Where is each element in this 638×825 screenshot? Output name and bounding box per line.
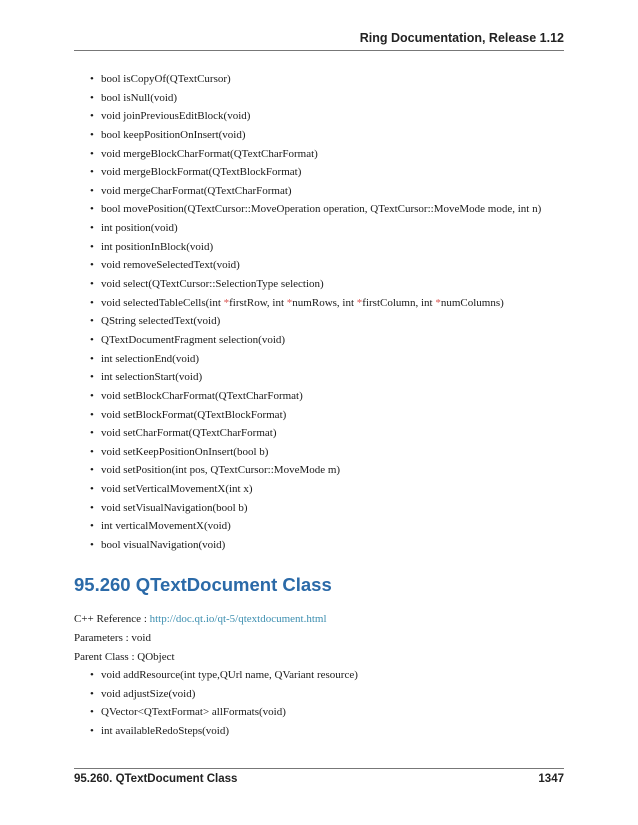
list-item <box>90 706 560 719</box>
method-signature: void setPosition(int pos, QTextCursor::MoveMode m) <box>101 464 341 477</box>
method-signature: void mergeBlockCharFormat(QTextCharFormat) <box>101 147 318 160</box>
list-item <box>90 110 560 123</box>
bullet-icon: • <box>90 147 94 160</box>
method-signature: int verticalMovementX(void) <box>101 520 231 533</box>
method-signature: int availableRedoSteps(void) <box>101 724 229 737</box>
list-item <box>90 222 560 235</box>
cpp-reference-label: C++ Reference : <box>74 613 150 625</box>
list-item <box>90 278 560 291</box>
bullet-icon: • <box>90 203 94 216</box>
list-item <box>90 688 560 701</box>
bullet-icon: • <box>90 166 94 179</box>
method-list-qtextcursor <box>90 73 560 558</box>
method-signature: int selectionEnd(void) <box>101 352 200 365</box>
bullet-icon: • <box>90 539 94 552</box>
bullet-icon: • <box>90 501 94 514</box>
list-item <box>90 148 560 161</box>
footer-section: 95.260. QTextDocument Class <box>74 773 238 785</box>
method-signature: void setVisualNavigation(bool b) <box>101 501 248 514</box>
list-item <box>90 259 560 272</box>
list-item <box>90 390 560 403</box>
list-item <box>90 129 560 142</box>
section-title: 95.260 QTextDocument Class <box>74 574 332 595</box>
list-item <box>90 166 560 179</box>
list-item <box>90 185 560 198</box>
list-item <box>90 464 560 477</box>
bullet-icon: • <box>90 184 94 197</box>
cpp-reference-link[interactable]: http://doc.qt.io/qt-5/qtextdocument.html <box>149 613 327 625</box>
running-header: Ring Documentation, Release 1.12 <box>359 31 564 45</box>
method-signature: void selectedTableCells(int *firstRow, int *numRows, int *firstColumn, int *numColumns) <box>101 296 504 309</box>
method-signature: bool isNull(void) <box>101 91 178 104</box>
method-signature: void mergeCharFormat(QTextCharFormat) <box>101 184 292 197</box>
list-item <box>90 241 560 254</box>
method-signature: bool visualNavigation(void) <box>101 539 226 552</box>
method-signature: void addResource(int type,QUrl name, QVariant resource) <box>101 669 358 681</box>
bullet-icon: • <box>90 445 94 458</box>
list-item <box>90 92 560 105</box>
method-signature: void setBlockCharFormat(QTextCharFormat) <box>101 389 303 402</box>
bullet-icon: • <box>90 296 94 309</box>
bullet-icon: • <box>90 73 94 85</box>
list-item <box>90 427 560 440</box>
bullet-icon: • <box>90 371 94 384</box>
list-item <box>90 353 560 366</box>
method-signature: int selectionStart(void) <box>101 371 203 384</box>
method-signature: bool isCopyOf(QTextCursor) <box>101 73 231 85</box>
bullet-icon: • <box>90 110 94 123</box>
method-signature: int position(void) <box>101 222 178 235</box>
cpp-reference <box>74 613 327 626</box>
bullet-icon: • <box>90 240 94 253</box>
bullet-icon: • <box>90 483 94 496</box>
method-signature: QVector<QTextFormat> allFormats(void) <box>101 706 286 719</box>
parameters-text: Parameters : void <box>74 632 151 644</box>
list-item <box>90 297 560 310</box>
bullet-icon: • <box>90 427 94 440</box>
bullet-icon: • <box>90 91 94 104</box>
bullet-icon: • <box>90 724 94 737</box>
list-item <box>90 446 560 459</box>
list-item <box>90 315 560 328</box>
bullet-icon: • <box>90 520 94 533</box>
list-item <box>90 203 560 216</box>
footer-rule <box>74 768 564 769</box>
method-signature: QString selectedText(void) <box>101 315 221 328</box>
list-item <box>90 669 560 682</box>
bullet-icon: • <box>90 408 94 421</box>
list-item <box>90 73 560 86</box>
method-signature: void adjustSize(void) <box>101 687 196 700</box>
bullet-icon: • <box>90 464 94 477</box>
method-list-qtextdocument <box>90 669 560 744</box>
list-item <box>90 502 560 515</box>
bullet-icon: • <box>90 352 94 365</box>
parent-class-text: Parent Class : QObject <box>74 651 175 663</box>
header-rule <box>74 50 564 51</box>
list-item <box>90 539 560 552</box>
list-item <box>90 371 560 384</box>
method-signature: void removeSelectedText(void) <box>101 259 240 272</box>
method-signature: int positionInBlock(void) <box>101 240 214 253</box>
bullet-icon: • <box>90 315 94 328</box>
bullet-icon: • <box>90 669 94 681</box>
bullet-icon: • <box>90 333 94 346</box>
list-item <box>90 483 560 496</box>
method-signature: void joinPreviousEditBlock(void) <box>101 110 251 123</box>
list-item <box>90 725 560 738</box>
bullet-icon: • <box>90 128 94 141</box>
page-number: 1347 <box>538 773 564 785</box>
bullet-icon: • <box>90 706 94 719</box>
bullet-icon: • <box>90 222 94 235</box>
method-signature: bool movePosition(QTextCursor::MoveOperation operation, QTextCursor::MoveMode mode, int n) <box>101 203 542 216</box>
method-signature: bool keepPositionOnInsert(void) <box>101 128 246 141</box>
method-signature: void setBlockFormat(QTextBlockFormat) <box>101 408 287 421</box>
list-item <box>90 409 560 422</box>
method-signature: void select(QTextCursor::SelectionType selection) <box>101 278 324 291</box>
list-item <box>90 334 560 347</box>
bullet-icon: • <box>90 687 94 700</box>
method-signature: void setCharFormat(QTextCharFormat) <box>101 427 277 440</box>
bullet-icon: • <box>90 278 94 291</box>
method-signature: void setVerticalMovementX(int x) <box>101 483 253 496</box>
method-signature: void setKeepPositionOnInsert(bool b) <box>101 445 269 458</box>
bullet-icon: • <box>90 389 94 402</box>
method-signature: void mergeBlockFormat(QTextBlockFormat) <box>101 166 302 179</box>
method-signature: QTextDocumentFragment selection(void) <box>101 333 286 346</box>
bullet-icon: • <box>90 259 94 272</box>
list-item <box>90 520 560 533</box>
running-footer <box>74 773 564 785</box>
